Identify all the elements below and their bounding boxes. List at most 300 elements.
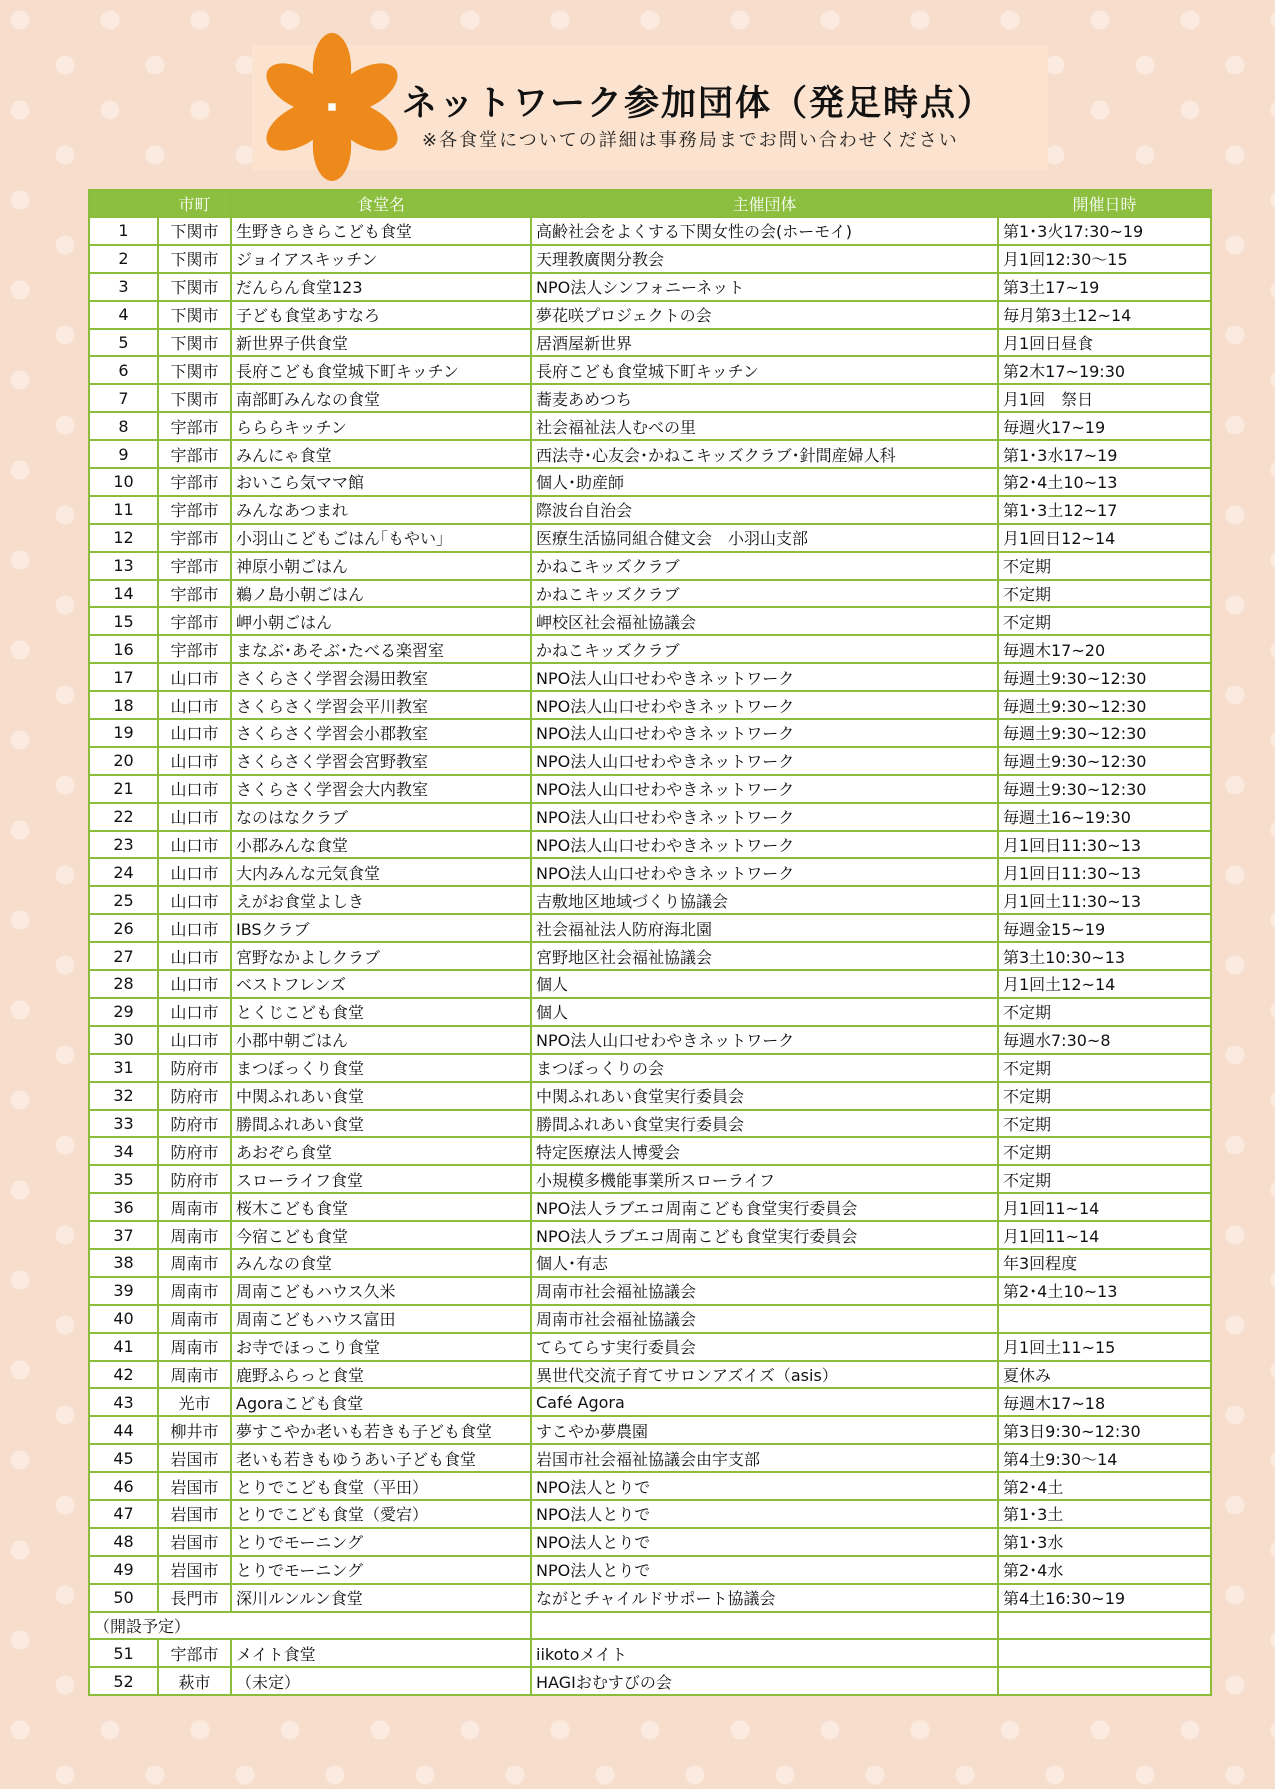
row-schedule: 毎週土16~19:30 bbox=[998, 803, 1211, 831]
row-organizer: 周南市社会福祉協議会 bbox=[531, 1305, 998, 1333]
table-row bbox=[89, 1137, 1211, 1165]
header-city: 市町 bbox=[158, 190, 231, 217]
table-row bbox=[89, 803, 1211, 831]
row-number: 22 bbox=[89, 803, 158, 831]
row-number: 46 bbox=[89, 1472, 158, 1500]
row-city: 萩市 bbox=[158, 1667, 231, 1695]
row-city: 宇部市 bbox=[158, 552, 231, 580]
table-row bbox=[89, 524, 1211, 552]
row-schedule: 月1回 祭日 bbox=[998, 384, 1211, 412]
header-organizer: 主催団体 bbox=[531, 190, 998, 217]
row-schedule: 第1･3水17~19 bbox=[998, 440, 1211, 468]
row-city: 岩国市 bbox=[158, 1500, 231, 1528]
row-organizer: 個人･助産師 bbox=[531, 468, 998, 496]
table-row bbox=[89, 1221, 1211, 1249]
row-organizer: 夢花咲プロジェクトの会 bbox=[531, 301, 998, 329]
row-number: 14 bbox=[89, 580, 158, 608]
row-number: 38 bbox=[89, 1249, 158, 1277]
group-table bbox=[88, 189, 1212, 1696]
row-organizer: 西法寺･心友会･かねこキッズクラブ･針間産婦人科 bbox=[531, 440, 998, 468]
row-schedule: 第3土10:30~13 bbox=[998, 942, 1211, 970]
row-schedule: 毎週土9:30~12:30 bbox=[998, 775, 1211, 803]
row-organizer: 蕎麦あめつち bbox=[531, 384, 998, 412]
row-cafeteria-name: 小羽山こどもごはん｢もやい｣ bbox=[231, 524, 531, 552]
row-number: 2 bbox=[89, 245, 158, 273]
row-organizer: 医療生活協同組合健文会 小羽山支部 bbox=[531, 524, 998, 552]
row-number: 48 bbox=[89, 1528, 158, 1556]
row-number: 12 bbox=[89, 524, 158, 552]
row-schedule: 不定期 bbox=[998, 998, 1211, 1026]
row-organizer: NPO法人シンフォニーネット bbox=[531, 273, 998, 301]
page-subtitle: ※各食堂についての詳細は事務局までお問い合わせください bbox=[422, 130, 959, 151]
row-organizer: Café Agora bbox=[531, 1388, 998, 1416]
row-schedule bbox=[998, 1639, 1211, 1667]
table-row bbox=[89, 691, 1211, 719]
row-cafeteria-name: 周南こどもハウス久米 bbox=[231, 1277, 531, 1305]
table-row bbox=[89, 301, 1211, 329]
row-city: 岩国市 bbox=[158, 1556, 231, 1584]
row-organizer: NPO法人山口せわやきネットワーク bbox=[531, 719, 998, 747]
row-city: 宇部市 bbox=[158, 607, 231, 635]
table-row bbox=[89, 384, 1211, 412]
row-organizer: 岬校区社会福祉協議会 bbox=[531, 607, 998, 635]
row-organizer: かねこキッズクラブ bbox=[531, 580, 998, 608]
row-number: 29 bbox=[89, 998, 158, 1026]
row-number: 28 bbox=[89, 970, 158, 998]
row-city: 宇部市 bbox=[158, 468, 231, 496]
table-row bbox=[89, 942, 1211, 970]
row-cafeteria-name: 小郡中朝ごはん bbox=[231, 1026, 531, 1054]
row-organizer: まつぼっくりの会 bbox=[531, 1054, 998, 1082]
table-row bbox=[89, 245, 1211, 273]
row-city: 岩国市 bbox=[158, 1528, 231, 1556]
row-schedule: 第4土9:30～14 bbox=[998, 1444, 1211, 1472]
row-schedule: 月1回日11:30~13 bbox=[998, 831, 1211, 859]
row-number: 37 bbox=[89, 1221, 158, 1249]
row-city: 山口市 bbox=[158, 719, 231, 747]
row-organizer: NPO法人山口せわやきネットワーク bbox=[531, 747, 998, 775]
row-number: 35 bbox=[89, 1165, 158, 1193]
row-organizer: NPO法人山口せわやきネットワーク bbox=[531, 775, 998, 803]
row-cafeteria-name: とりでこども食堂（愛宕） bbox=[231, 1500, 531, 1528]
table-row bbox=[89, 273, 1211, 301]
row-city: 山口市 bbox=[158, 747, 231, 775]
row-cafeteria-name: 子ども食堂あすなろ bbox=[231, 301, 531, 329]
row-number: 24 bbox=[89, 858, 158, 886]
row-schedule: 不定期 bbox=[998, 1054, 1211, 1082]
row-cafeteria-name: 生野きらきらこども食堂 bbox=[231, 217, 531, 245]
row-city: 宇部市 bbox=[158, 496, 231, 524]
row-number: 5 bbox=[89, 329, 158, 357]
table-row bbox=[89, 858, 1211, 886]
row-schedule: 第2･4土10~13 bbox=[998, 468, 1211, 496]
row-organizer: NPO法人山口せわやきネットワーク bbox=[531, 831, 998, 859]
row-cafeteria-name: 小郡みんな食堂 bbox=[231, 831, 531, 859]
row-cafeteria-name: みんなあつまれ bbox=[231, 496, 531, 524]
table-row bbox=[89, 831, 1211, 859]
row-organizer: 高齢社会をよくする下関女性の会(ホーモイ) bbox=[531, 217, 998, 245]
row-cafeteria-name: まなぶ･あそぶ･たべる楽習室 bbox=[231, 635, 531, 663]
row-city: 宇部市 bbox=[158, 635, 231, 663]
row-schedule: 月1回土12~14 bbox=[998, 970, 1211, 998]
table-row bbox=[89, 970, 1211, 998]
table-row bbox=[89, 1416, 1211, 1444]
row-schedule: 毎週土9:30~12:30 bbox=[998, 663, 1211, 691]
row-number: 40 bbox=[89, 1305, 158, 1333]
row-number: 7 bbox=[89, 384, 158, 412]
row-city: 周南市 bbox=[158, 1193, 231, 1221]
row-organizer: 特定医療法人博愛会 bbox=[531, 1137, 998, 1165]
row-city: 山口市 bbox=[158, 886, 231, 914]
row-schedule: 不定期 bbox=[998, 607, 1211, 635]
row-city: 周南市 bbox=[158, 1305, 231, 1333]
row-cafeteria-name: さくらさく学習会大内教室 bbox=[231, 775, 531, 803]
row-organizer: 社会福祉法人むべの里 bbox=[531, 412, 998, 440]
row-city: 周南市 bbox=[158, 1361, 231, 1389]
row-number: 49 bbox=[89, 1556, 158, 1584]
row-cafeteria-name: 南部町みんなの食堂 bbox=[231, 384, 531, 412]
row-cafeteria-name: まつぼっくり食堂 bbox=[231, 1054, 531, 1082]
table-row bbox=[89, 1277, 1211, 1305]
table-row bbox=[89, 886, 1211, 914]
row-schedule: 第1･3土 bbox=[998, 1500, 1211, 1528]
row-schedule: 第2･4土 bbox=[998, 1472, 1211, 1500]
row-schedule: 夏休み bbox=[998, 1361, 1211, 1389]
row-schedule: 月1回11~14 bbox=[998, 1193, 1211, 1221]
row-cafeteria-name: みんにゃ食堂 bbox=[231, 440, 531, 468]
row-organizer: 天理教廣関分教会 bbox=[531, 245, 998, 273]
row-city: 防府市 bbox=[158, 1110, 231, 1138]
row-cafeteria-name: 鹿野ふらっと食堂 bbox=[231, 1361, 531, 1389]
row-organizer: 社会福祉法人防府海北園 bbox=[531, 914, 998, 942]
row-schedule: 月1回日昼食 bbox=[998, 329, 1211, 357]
row-organizer: NPO法人とりで bbox=[531, 1556, 998, 1584]
row-organizer: iikotoメイト bbox=[531, 1639, 998, 1667]
row-number: 18 bbox=[89, 691, 158, 719]
row-city: 山口市 bbox=[158, 775, 231, 803]
row-number: 15 bbox=[89, 607, 158, 635]
row-schedule: 不定期 bbox=[998, 1137, 1211, 1165]
table-row bbox=[89, 1193, 1211, 1221]
row-cafeteria-name: 周南こどもハウス富田 bbox=[231, 1305, 531, 1333]
row-number: 41 bbox=[89, 1333, 158, 1361]
table-row bbox=[89, 775, 1211, 803]
row-cafeteria-name: 長府こども食堂城下町キッチン bbox=[231, 356, 531, 384]
row-city: 防府市 bbox=[158, 1137, 231, 1165]
table-row bbox=[89, 329, 1211, 357]
row-number: 11 bbox=[89, 496, 158, 524]
row-city: 下関市 bbox=[158, 245, 231, 273]
row-organizer: 中関ふれあい食堂実行委員会 bbox=[531, 1082, 998, 1110]
row-cafeteria-name: 岬小朝ごはん bbox=[231, 607, 531, 635]
row-city: 山口市 bbox=[158, 914, 231, 942]
row-cafeteria-name: ベストフレンズ bbox=[231, 970, 531, 998]
row-schedule: 第3土17~19 bbox=[998, 273, 1211, 301]
table-row bbox=[89, 1082, 1211, 1110]
row-cafeteria-name: 大内みんな元気食堂 bbox=[231, 858, 531, 886]
table-row bbox=[89, 1305, 1211, 1333]
row-organizer: NPO法人山口せわやきネットワーク bbox=[531, 691, 998, 719]
table-row bbox=[89, 663, 1211, 691]
row-schedule: 第2･4水 bbox=[998, 1556, 1211, 1584]
table-row bbox=[89, 496, 1211, 524]
row-cafeteria-name: 夢すこやか老いも若きも子ども食堂 bbox=[231, 1416, 531, 1444]
row-cafeteria-name: らららキッチン bbox=[231, 412, 531, 440]
table-row bbox=[89, 1333, 1211, 1361]
row-schedule: 毎週土9:30~12:30 bbox=[998, 691, 1211, 719]
row-number: 36 bbox=[89, 1193, 158, 1221]
table-row bbox=[89, 719, 1211, 747]
row-city: 下関市 bbox=[158, 301, 231, 329]
row-cafeteria-name: さくらさく学習会平川教室 bbox=[231, 691, 531, 719]
table-row bbox=[89, 1361, 1211, 1389]
row-organizer: 異世代交流子育てサロンアズイズ（asis） bbox=[531, 1361, 998, 1389]
page-title: ネットワーク参加団体（発足時点） bbox=[402, 84, 995, 124]
row-schedule: 毎週木17~18 bbox=[998, 1388, 1211, 1416]
row-number: 19 bbox=[89, 719, 158, 747]
row-number: 30 bbox=[89, 1026, 158, 1054]
row-schedule: 第2木17~19:30 bbox=[998, 356, 1211, 384]
row-number: 13 bbox=[89, 552, 158, 580]
row-number: 6 bbox=[89, 356, 158, 384]
table-row bbox=[89, 1667, 1211, 1695]
row-cafeteria-name: 老いも若きもゆうあい子ども食堂 bbox=[231, 1444, 531, 1472]
row-cafeteria-name: あおぞら食堂 bbox=[231, 1137, 531, 1165]
table-row bbox=[89, 217, 1211, 245]
row-schedule: 年3回程度 bbox=[998, 1249, 1211, 1277]
table-row bbox=[89, 747, 1211, 775]
row-schedule: 毎月第3土12~14 bbox=[998, 301, 1211, 329]
row-cafeteria-name: IBSクラブ bbox=[231, 914, 531, 942]
row-organizer: NPO法人山口せわやきネットワーク bbox=[531, 803, 998, 831]
row-cafeteria-name: さくらさく学習会小郡教室 bbox=[231, 719, 531, 747]
row-cafeteria-name: 深川ルンルン食堂 bbox=[231, 1584, 531, 1612]
row-number: 27 bbox=[89, 942, 158, 970]
row-number: 50 bbox=[89, 1584, 158, 1612]
row-organizer: ながとチャイルドサポート協議会 bbox=[531, 1584, 998, 1612]
row-cafeteria-name: だんらん食堂123 bbox=[231, 273, 531, 301]
table-row bbox=[89, 914, 1211, 942]
row-organizer: 小規模多機能事業所スローライフ bbox=[531, 1165, 998, 1193]
table-row bbox=[89, 1026, 1211, 1054]
row-city: 岩国市 bbox=[158, 1444, 231, 1472]
row-organizer: 岩国市社会福祉協議会由宇支部 bbox=[531, 1444, 998, 1472]
row-number: 33 bbox=[89, 1110, 158, 1138]
planned-section-empty bbox=[531, 1612, 998, 1640]
row-city: 宇部市 bbox=[158, 1639, 231, 1667]
row-schedule: 月1回11~14 bbox=[998, 1221, 1211, 1249]
row-city: 周南市 bbox=[158, 1333, 231, 1361]
row-city: 山口市 bbox=[158, 858, 231, 886]
row-city: 下関市 bbox=[158, 217, 231, 245]
row-schedule: 不定期 bbox=[998, 580, 1211, 608]
table-row bbox=[89, 1165, 1211, 1193]
row-organizer: 宮野地区社会福祉協議会 bbox=[531, 942, 998, 970]
row-cafeteria-name: メイト食堂 bbox=[231, 1639, 531, 1667]
row-number: 42 bbox=[89, 1361, 158, 1389]
row-city: 宇部市 bbox=[158, 440, 231, 468]
row-organizer: かねこキッズクラブ bbox=[531, 635, 998, 663]
row-cafeteria-name: 今宿こども食堂 bbox=[231, 1221, 531, 1249]
row-cafeteria-name: とりでモーニング bbox=[231, 1556, 531, 1584]
table-row bbox=[89, 580, 1211, 608]
row-number: 45 bbox=[89, 1444, 158, 1472]
row-city: 山口市 bbox=[158, 970, 231, 998]
row-schedule: 毎週土9:30~12:30 bbox=[998, 719, 1211, 747]
row-number: 47 bbox=[89, 1500, 158, 1528]
table-row bbox=[89, 1110, 1211, 1138]
row-organizer: NPO法人山口せわやきネットワーク bbox=[531, 663, 998, 691]
row-city: 下関市 bbox=[158, 329, 231, 357]
row-schedule: 毎週火17~19 bbox=[998, 412, 1211, 440]
row-organizer: てらてらす実行委員会 bbox=[531, 1333, 998, 1361]
table-row bbox=[89, 607, 1211, 635]
row-organizer: 際波台自治会 bbox=[531, 496, 998, 524]
row-organizer: 居酒屋新世界 bbox=[531, 329, 998, 357]
row-organizer: NPO法人とりで bbox=[531, 1472, 998, 1500]
row-schedule bbox=[998, 1305, 1211, 1333]
row-organizer: 吉敷地区地域づくり協議会 bbox=[531, 886, 998, 914]
row-schedule: 第3日9:30~12:30 bbox=[998, 1416, 1211, 1444]
row-number: 20 bbox=[89, 747, 158, 775]
row-organizer: NPO法人ラブエコ周南こども食堂実行委員会 bbox=[531, 1193, 998, 1221]
row-schedule: 第2･4土10~13 bbox=[998, 1277, 1211, 1305]
row-schedule: 不定期 bbox=[998, 552, 1211, 580]
table-row bbox=[89, 998, 1211, 1026]
row-number: 17 bbox=[89, 663, 158, 691]
row-city: 防府市 bbox=[158, 1165, 231, 1193]
row-schedule: 毎週金15~19 bbox=[998, 914, 1211, 942]
row-schedule: 月1回土11:30~13 bbox=[998, 886, 1211, 914]
row-number: 26 bbox=[89, 914, 158, 942]
table-row bbox=[89, 1500, 1211, 1528]
row-city: 山口市 bbox=[158, 691, 231, 719]
row-city: 下関市 bbox=[158, 273, 231, 301]
planned-section-row bbox=[89, 1612, 1211, 1640]
row-cafeteria-name: 勝間ふれあい食堂 bbox=[231, 1110, 531, 1138]
row-cafeteria-name: 鵜ノ島小朝ごはん bbox=[231, 580, 531, 608]
table-row bbox=[89, 1584, 1211, 1612]
row-number: 39 bbox=[89, 1277, 158, 1305]
row-city: 下関市 bbox=[158, 384, 231, 412]
row-number: 32 bbox=[89, 1082, 158, 1110]
row-city: 宇部市 bbox=[158, 580, 231, 608]
row-schedule: 第1･3火17:30~19 bbox=[998, 217, 1211, 245]
row-cafeteria-name: とりでこども食堂（平田） bbox=[231, 1472, 531, 1500]
row-number: 31 bbox=[89, 1054, 158, 1082]
row-city: 周南市 bbox=[158, 1277, 231, 1305]
row-city: 下関市 bbox=[158, 356, 231, 384]
row-organizer: 長府こども食堂城下町キッチン bbox=[531, 356, 998, 384]
row-city: 光市 bbox=[158, 1388, 231, 1416]
table-row bbox=[89, 1054, 1211, 1082]
row-number: 43 bbox=[89, 1388, 158, 1416]
table-row bbox=[89, 552, 1211, 580]
row-number: 25 bbox=[89, 886, 158, 914]
row-schedule: 月1回12:30～15 bbox=[998, 245, 1211, 273]
table-row bbox=[89, 1556, 1211, 1584]
row-number: 34 bbox=[89, 1137, 158, 1165]
row-city: 岩国市 bbox=[158, 1472, 231, 1500]
planned-section-label: （開設予定） bbox=[89, 1612, 531, 1640]
row-schedule: 月1回日11:30~13 bbox=[998, 858, 1211, 886]
table-row bbox=[89, 356, 1211, 384]
row-city: 山口市 bbox=[158, 803, 231, 831]
row-schedule: 月1回土11~15 bbox=[998, 1333, 1211, 1361]
row-organizer: HAGIおむすびの会 bbox=[531, 1667, 998, 1695]
table-row bbox=[89, 468, 1211, 496]
row-number: 8 bbox=[89, 412, 158, 440]
header-schedule: 開催日時 bbox=[998, 190, 1211, 217]
row-cafeteria-name: スローライフ食堂 bbox=[231, 1165, 531, 1193]
table-row bbox=[89, 1528, 1211, 1556]
row-city: 防府市 bbox=[158, 1082, 231, 1110]
row-cafeteria-name: なのはなクラブ bbox=[231, 803, 531, 831]
row-cafeteria-name: とりでモーニング bbox=[231, 1528, 531, 1556]
row-city: 宇部市 bbox=[158, 524, 231, 552]
flower-icon bbox=[258, 33, 406, 181]
row-schedule: 不定期 bbox=[998, 1165, 1211, 1193]
table-row bbox=[89, 440, 1211, 468]
row-city: 山口市 bbox=[158, 942, 231, 970]
row-schedule: 毎週土9:30~12:30 bbox=[998, 747, 1211, 775]
row-number: 21 bbox=[89, 775, 158, 803]
row-organizer: 個人 bbox=[531, 998, 998, 1026]
row-city: 山口市 bbox=[158, 998, 231, 1026]
row-city: 防府市 bbox=[158, 1054, 231, 1082]
row-schedule: 毎週木17~20 bbox=[998, 635, 1211, 663]
row-number: 3 bbox=[89, 273, 158, 301]
row-city: 宇部市 bbox=[158, 412, 231, 440]
row-number: 1 bbox=[89, 217, 158, 245]
table-row bbox=[89, 1639, 1211, 1667]
row-number: 44 bbox=[89, 1416, 158, 1444]
row-cafeteria-name: えがお食堂よしき bbox=[231, 886, 531, 914]
row-schedule bbox=[998, 1667, 1211, 1695]
row-cafeteria-name: 中関ふれあい食堂 bbox=[231, 1082, 531, 1110]
row-cafeteria-name: さくらさく学習会宮野教室 bbox=[231, 747, 531, 775]
row-cafeteria-name: とくじこども食堂 bbox=[231, 998, 531, 1026]
row-schedule: 不定期 bbox=[998, 1110, 1211, 1138]
row-cafeteria-name: （未定） bbox=[231, 1667, 531, 1695]
row-cafeteria-name: さくらさく学習会湯田教室 bbox=[231, 663, 531, 691]
header-name: 食堂名 bbox=[231, 190, 531, 217]
row-number: 4 bbox=[89, 301, 158, 329]
row-organizer: NPO法人ラブエコ周南こども食堂実行委員会 bbox=[531, 1221, 998, 1249]
row-schedule: 第1･3水 bbox=[998, 1528, 1211, 1556]
row-city: 周南市 bbox=[158, 1249, 231, 1277]
row-city: 山口市 bbox=[158, 1026, 231, 1054]
row-number: 52 bbox=[89, 1667, 158, 1695]
row-schedule: 不定期 bbox=[998, 1082, 1211, 1110]
table-header-row bbox=[89, 190, 1211, 217]
header-no bbox=[89, 190, 158, 217]
row-organizer: 個人･有志 bbox=[531, 1249, 998, 1277]
row-cafeteria-name: 神原小朝ごはん bbox=[231, 552, 531, 580]
row-cafeteria-name: ジョイアスキッチン bbox=[231, 245, 531, 273]
table-row bbox=[89, 1472, 1211, 1500]
row-organizer: 勝間ふれあい食堂実行委員会 bbox=[531, 1110, 998, 1138]
row-cafeteria-name: お寺でほっこり食堂 bbox=[231, 1333, 531, 1361]
planned-section-empty bbox=[998, 1612, 1211, 1640]
row-cafeteria-name: 桜木こども食堂 bbox=[231, 1193, 531, 1221]
table-row bbox=[89, 1444, 1211, 1472]
row-schedule: 月1回日12~14 bbox=[998, 524, 1211, 552]
row-city: 山口市 bbox=[158, 663, 231, 691]
row-organizer: NPO法人山口せわやきネットワーク bbox=[531, 858, 998, 886]
row-number: 9 bbox=[89, 440, 158, 468]
row-number: 10 bbox=[89, 468, 158, 496]
